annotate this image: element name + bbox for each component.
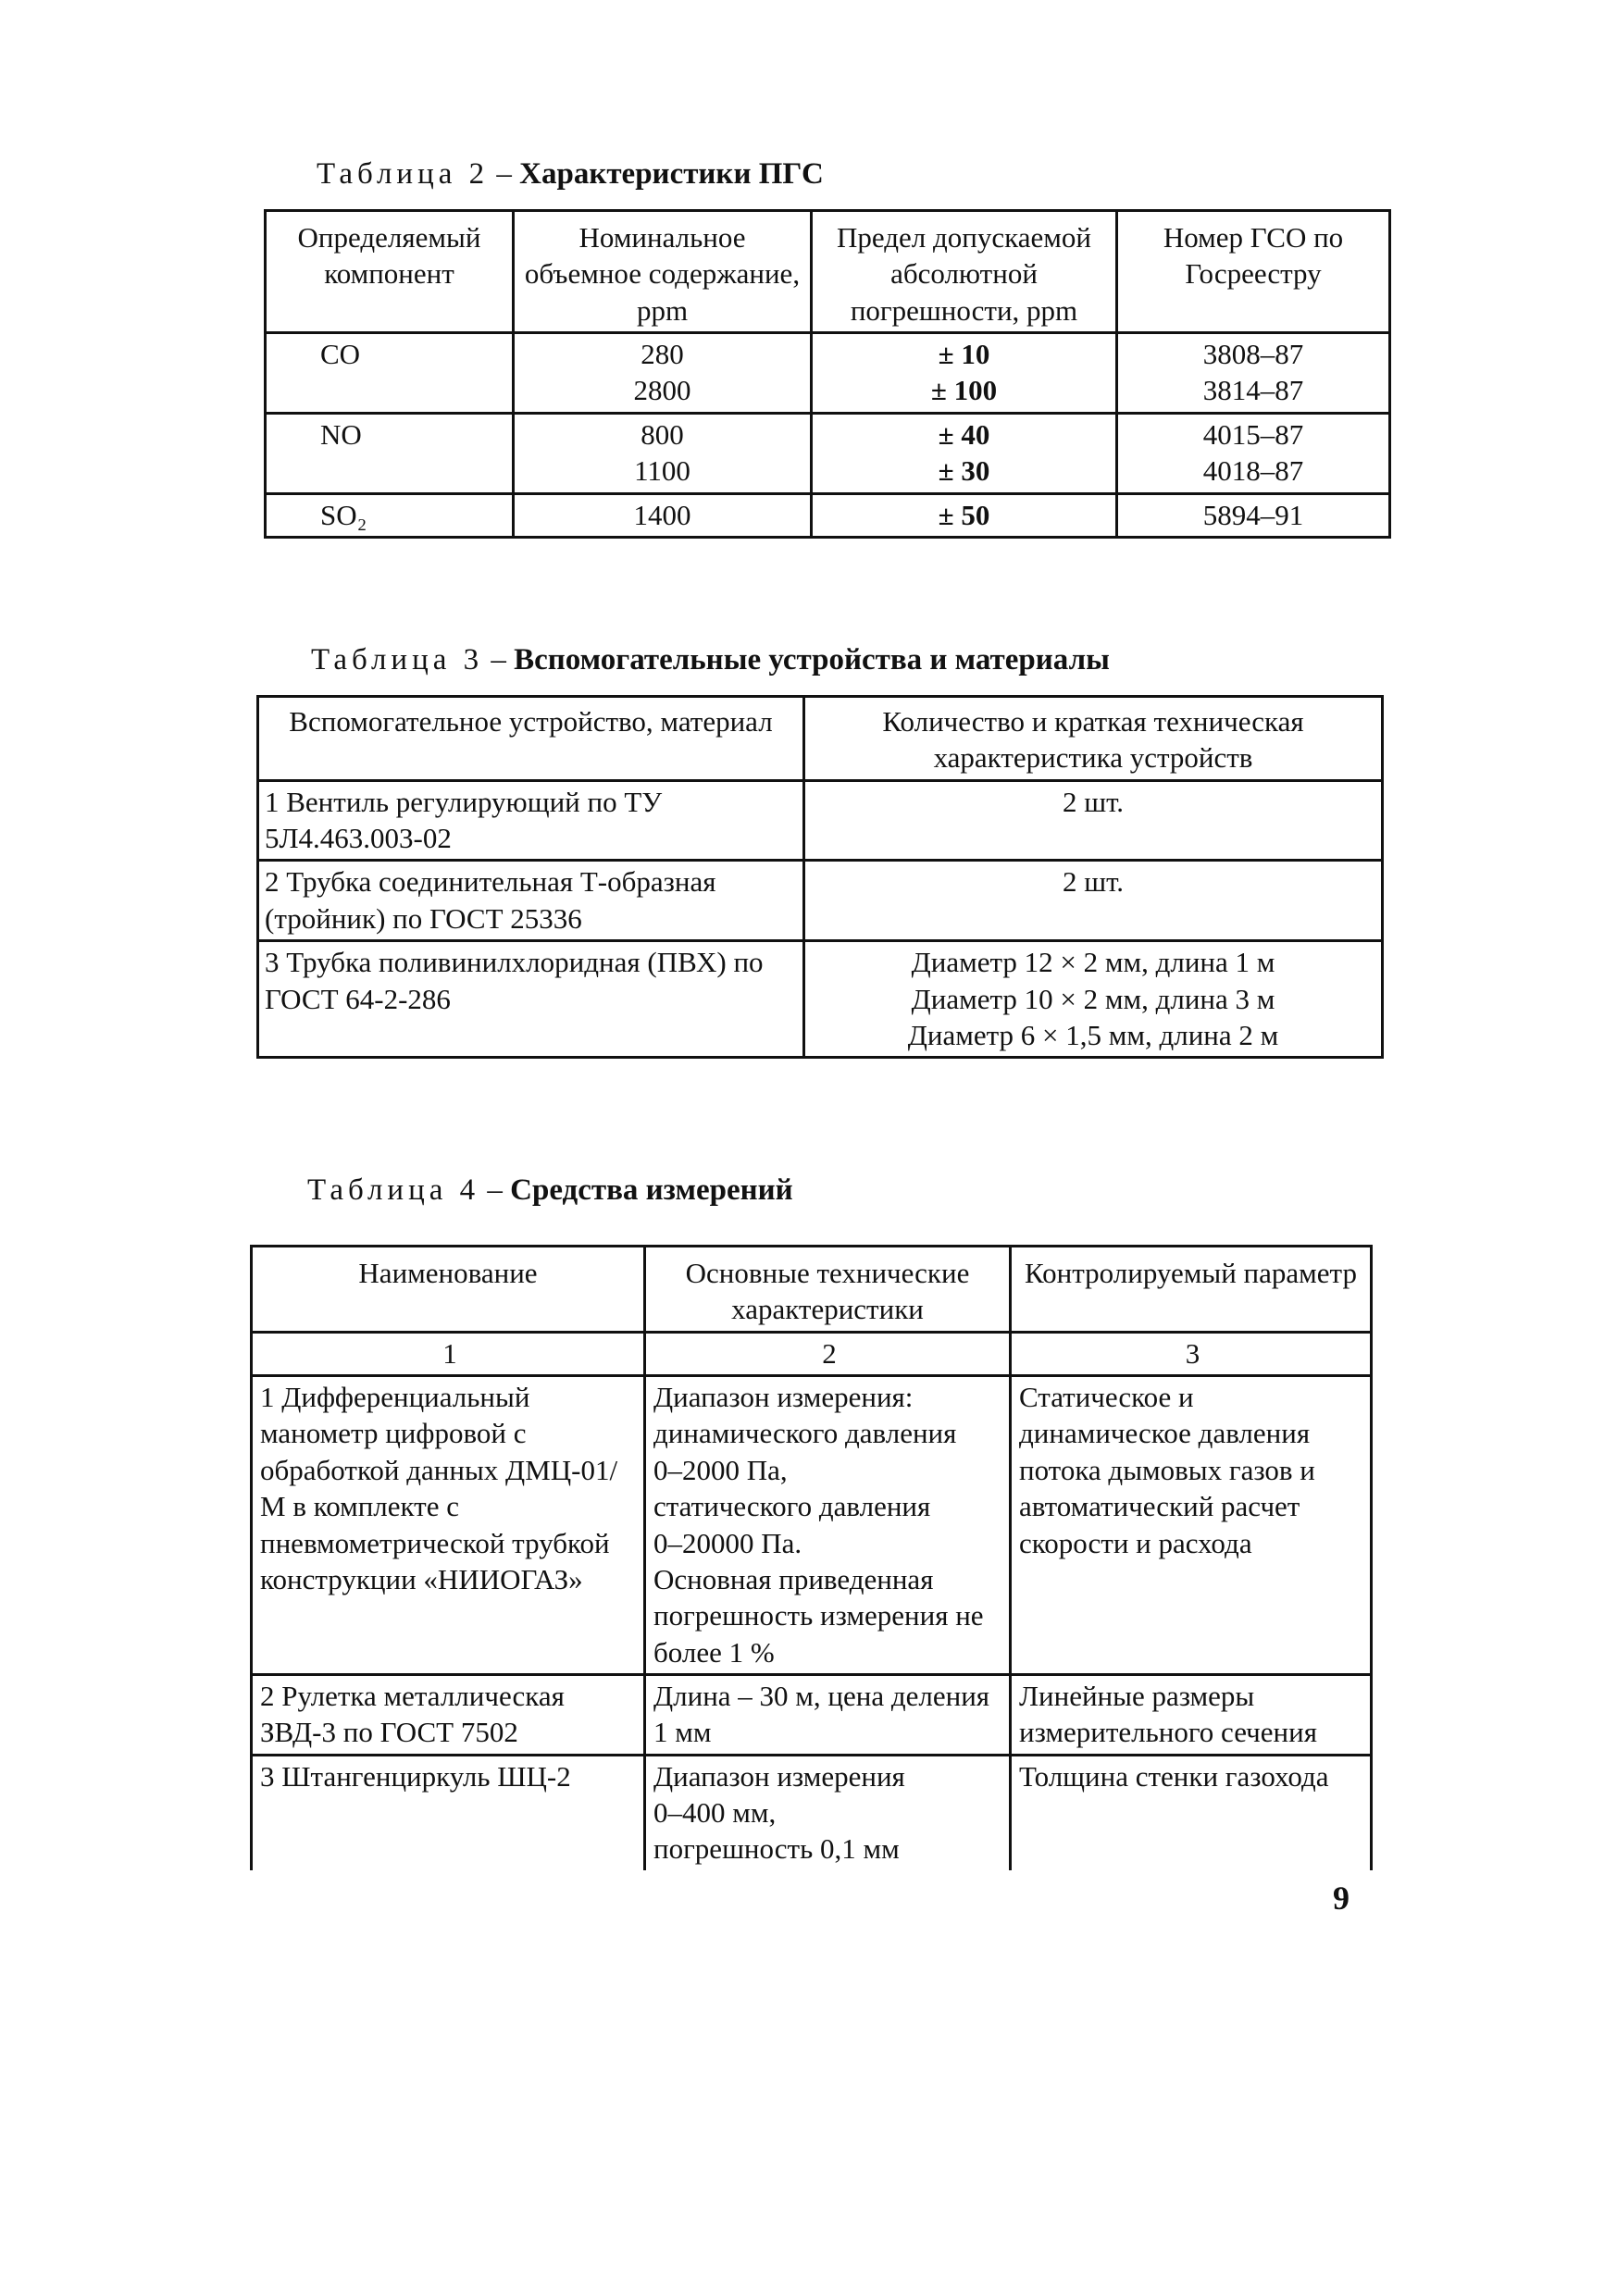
error-cell [812, 333, 1117, 414]
param-cell: Статическое и динамическое давления потока дымовых газов и автоматический расчет скорости и расхода [1011, 1376, 1372, 1675]
device-cell: 3 Трубка поливинилхлоридная (ПВХ) по ГОСТ 64-2-286 [258, 941, 804, 1058]
error-cell [812, 413, 1117, 493]
column-number: 2 [645, 1332, 1011, 1375]
table4-header-row [252, 1247, 1372, 1333]
name-cell: 1 Дифференциальный манометр цифровой с обработкой данных ДМЦ-01/М в комплекте с пневмометрической трубкой конструкции «НИИОГАЗ» [252, 1376, 645, 1675]
table4-title: Средства измерений [510, 1173, 793, 1207]
spec-line: 0–400 мм, [653, 1796, 777, 1830]
table4-header-param: Контролируемый параметр [1011, 1247, 1372, 1333]
table2 [264, 209, 1391, 539]
content-cell [514, 333, 812, 414]
table2-caption: Таблица 2 – Характеристики ПГС [317, 157, 824, 191]
table4-label: Таблица 4 [307, 1173, 480, 1207]
table4 [250, 1245, 1373, 1870]
table-row [266, 413, 1390, 493]
gso-value: 4015–87 [1202, 417, 1304, 451]
device-cell: 2 Трубка соединительная Т-образная (тройник) по ГОСТ 25336 [258, 861, 804, 941]
table4-header-spec: Основные технические характеристики [645, 1247, 1011, 1333]
error-value: ± 10 [938, 338, 990, 371]
spec-line: Диапазон измерения: [653, 1381, 914, 1414]
gso-value: 4018–87 [1202, 454, 1304, 488]
error-value: ± 100 [930, 374, 998, 407]
table2-title: Характеристики ПГС [519, 157, 824, 191]
table3-header-spec: Количество и краткая техническая характеристика устройств [804, 697, 1383, 781]
component-cell: CO [266, 333, 514, 414]
spec-line: погрешность 0,1 мм [653, 1832, 900, 1866]
table2-label: Таблица 2 [317, 157, 490, 191]
table3 [256, 695, 1384, 1059]
table3-title: Вспомогательные устройства и материалы [514, 643, 1110, 676]
page-number: 9 [1333, 1880, 1350, 1917]
error-value: ± 40 [938, 417, 990, 451]
component-cell: NO [266, 413, 514, 493]
table2-header-component: Определяемый компонент [266, 211, 514, 333]
table2-header-error: Предел допускаемой абсолютной погрешности, ppm [812, 211, 1117, 333]
table-row [252, 1376, 1372, 1675]
table3-header-device: Вспомогательное устройство, материал [258, 697, 804, 781]
column-number: 3 [1011, 1332, 1372, 1375]
table4-number-row [252, 1332, 1372, 1375]
error-cell: ± 50 [812, 493, 1117, 537]
table-row [252, 1755, 1372, 1870]
param-cell: Линейные размеры измерительного сечения [1011, 1674, 1372, 1755]
spec-line: Диаметр 12 × 2 мм, длина 1 м [911, 946, 1275, 979]
content-value: 2800 [633, 374, 691, 407]
spec-line: Диапазон измерения [653, 1759, 905, 1793]
gso-cell [1117, 413, 1390, 493]
spec-line: динамического давления [653, 1417, 957, 1450]
device-cell: 1 Вентиль регулирующий по ТУ 5Л4.463.003-02 [258, 780, 804, 861]
table2-header-content: Номинальное объемное содержание, ppm [514, 211, 812, 333]
gso-value: 3808–87 [1202, 338, 1304, 371]
table3-label: Таблица 3 [311, 643, 484, 676]
table4-caption: Таблица 4 – Средства измерений [307, 1173, 793, 1207]
content-value: 1100 [634, 454, 690, 488]
param-cell: Толщина стенки газохода [1011, 1755, 1372, 1870]
table3-caption: Таблица 3 – Вспомогательные устройства и материалы [311, 643, 1110, 676]
spec-line: Диаметр 6 × 1,5 мм, длина 2 м [907, 1018, 1279, 1051]
name-cell: 3 Штангенциркуль ШЦ-2 [252, 1755, 645, 1870]
table3-header-row [258, 697, 1383, 781]
column-number: 1 [252, 1332, 645, 1375]
spec-cell [804, 941, 1383, 1058]
table2-header-gso: Номер ГСО по Госреестру [1117, 211, 1390, 333]
table-row [258, 780, 1383, 861]
table4-container [250, 1245, 1370, 1866]
table-row [266, 493, 1390, 537]
table-row [258, 941, 1383, 1058]
gso-value: 3814–87 [1202, 374, 1304, 407]
content-value: 280 [641, 338, 684, 371]
error-value: ± 30 [938, 454, 990, 488]
table2-header-row [266, 211, 1390, 333]
spec-cell: 2 шт. [804, 780, 1383, 861]
spec-cell: Длина – 30 м, цена деления 1 мм [645, 1674, 1011, 1755]
spec-line: 0–20000 Па. [653, 1526, 802, 1559]
table4-header-name: Наименование [252, 1247, 645, 1333]
content-value: 800 [641, 417, 684, 451]
spec-line: 0–2000 Па, [653, 1453, 788, 1486]
spec-cell [645, 1376, 1011, 1675]
spec-cell [645, 1755, 1011, 1870]
spec-line: Диаметр 10 × 2 мм, длина 3 м [911, 982, 1275, 1015]
spec-cell: 2 шт. [804, 861, 1383, 941]
table-row [258, 861, 1383, 941]
content-cell: 1400 [514, 493, 812, 537]
spec-line: статического давления [653, 1490, 931, 1523]
gso-cell [1117, 333, 1390, 414]
table-row [266, 333, 1390, 414]
name-cell: 2 Рулетка металлическая ЗВД-3 по ГОСТ 7502 [252, 1674, 645, 1755]
content-cell [514, 413, 812, 493]
component-cell: SO₂ [266, 493, 514, 537]
table-row [252, 1674, 1372, 1755]
gso-cell: 5894–91 [1117, 493, 1390, 537]
spec-line: Основная приведенная погрешность измерения не более 1 % [653, 1562, 984, 1669]
